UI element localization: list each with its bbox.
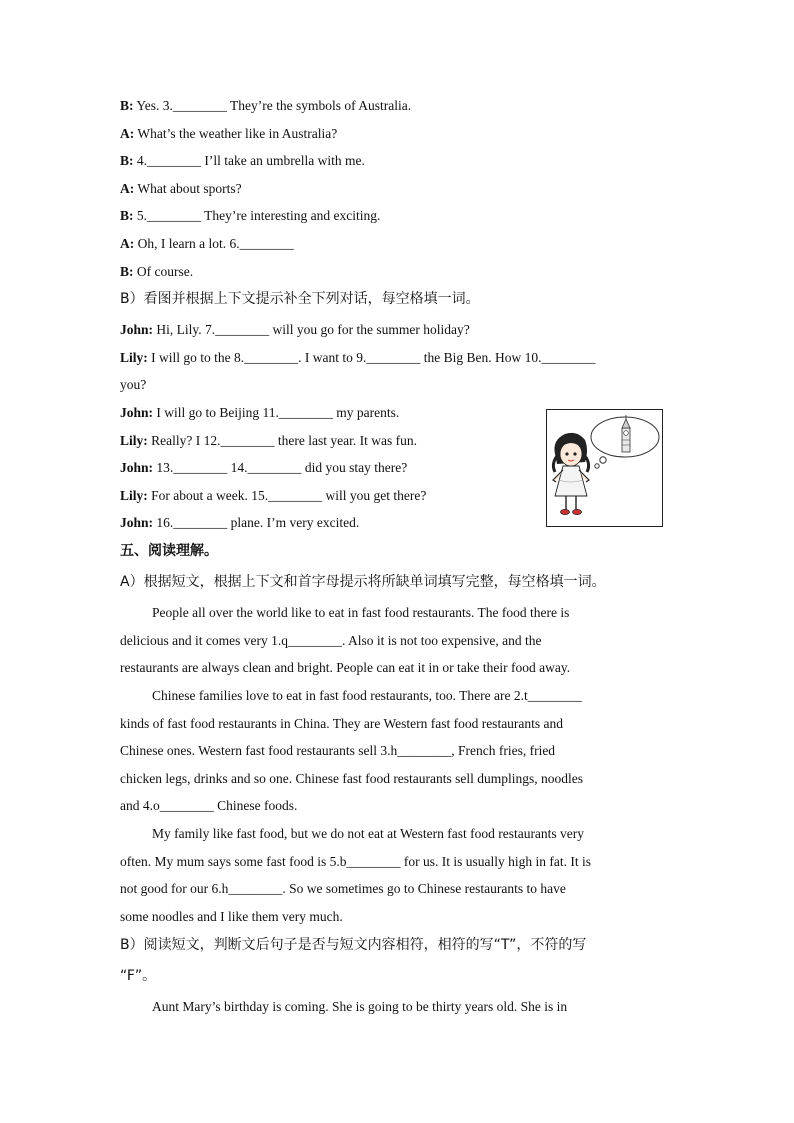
dialogue-text: Oh, I learn a lot. 6.________ — [134, 236, 294, 251]
passage-a-line: restaurants are always clean and bright. People can eat it in or take their food away. — [120, 660, 571, 675]
speaker-label: B: — [120, 153, 134, 168]
speaker-label: A: — [120, 181, 135, 196]
speaker-label: John: — [120, 460, 154, 475]
dialogue-line — [120, 432, 417, 450]
dialogue-text: you? — [120, 377, 147, 392]
passage-a-line: People all over the world like to eat in fast food restaurants. The food there is — [152, 605, 570, 620]
dialogue-line — [120, 514, 359, 532]
dialogue-text: Yes. 3.________ They’re the symbols of Australia. — [133, 98, 412, 113]
dialogue-text: Really? I 12.________ there last year. It was fun. — [147, 433, 417, 448]
speaker-label: John: — [120, 322, 154, 337]
speaker-label: B: — [120, 264, 134, 279]
dialogue-line — [120, 180, 242, 198]
passage-a-line: often. My mum says some fast food is 5.b________ for us. It is usually high in fat. It is — [120, 854, 591, 869]
passage-b-line: Aunt Mary’s birthday is coming. She is going to be thirty years old. She is in — [152, 999, 568, 1014]
part-a-instruction: A）根据短文，根据上下文和首字母提示将所缺单词填写完整，每空格填一词。 — [120, 574, 606, 590]
dialogue-text: What about sports? — [134, 181, 242, 196]
passage-a-line: Chinese ones. Western fast food restaurants sell 3.h________, French fries, fried — [120, 743, 556, 758]
speaker-label: John: — [120, 405, 154, 420]
passage-a-line: not good for our 6.h________. So we sometimes go to Chinese restaurants to have — [120, 881, 566, 896]
section-b-instruction: B）看图并根据上下文提示补全下列对话，每空格填一词。 — [120, 291, 480, 307]
dialogue-line — [120, 321, 470, 339]
girl-thinking-of-big-ben-illustration — [546, 409, 663, 527]
girl-figure — [553, 433, 589, 515]
speaker-label: A: — [120, 236, 135, 251]
dialogue-line — [120, 487, 426, 505]
dialogue-line — [120, 152, 365, 170]
dialogue-line — [120, 376, 146, 394]
dialogue-line — [120, 263, 193, 281]
speaker-label: Lily: — [120, 488, 148, 503]
passage-a-line: some noodles and I like them very much. — [120, 909, 343, 924]
dialogue-text: For about a week. 15.________ will you get there? — [147, 488, 427, 503]
section-5-heading: 五、阅读理解。 — [120, 543, 218, 559]
passage-a-line: kinds of fast food restaurants in China. They are Western fast food restaurants and — [120, 716, 564, 731]
passage-a-line: and 4.o________ Chinese foods. — [120, 798, 298, 813]
dialogue-text: 5.________ They’re interesting and exciting. — [133, 208, 381, 223]
dialogue-text: Of course. — [133, 264, 194, 279]
dialogue-line — [120, 349, 596, 367]
passage-a-line: chicken legs, drinks and so one. Chinese fast food restaurants sell dumplings, noodles — [120, 771, 584, 786]
dialogue-text: I will go to Beijing 11.________ my parents. — [153, 405, 400, 420]
girl-illustration-svg — [547, 410, 661, 525]
dialogue-line — [120, 235, 294, 253]
passage-a-line: Chinese families love to eat in fast food restaurants, too. There are 2.t________ — [152, 688, 582, 703]
part-b-instruction-line-2: “F”。 — [120, 968, 157, 984]
dialogue-text: 4.________ I’ll take an umbrella with me. — [133, 153, 365, 168]
dialogue-line — [120, 125, 337, 143]
dialogue-text: 13.________ 14.________ did you stay there? — [153, 460, 408, 475]
dialogue-text: What’s the weather like in Australia? — [134, 126, 338, 141]
speaker-label: Lily: — [120, 350, 148, 365]
dialogue-text: I will go to the 8.________. I want to 9.________ the Big Ben. How 10.________ — [147, 350, 596, 365]
dialogue-line — [120, 404, 399, 422]
passage-a-line: My family like fast food, but we do not eat at Western fast food restaurants very — [152, 826, 585, 841]
dialogue-text: 16.________ plane. I’m very excited. — [153, 515, 360, 530]
dialogue-line — [120, 207, 380, 225]
speaker-label: B: — [120, 98, 134, 113]
speaker-label: B: — [120, 208, 134, 223]
speaker-label: Lily: — [120, 433, 148, 448]
dialogue-text: Hi, Lily. 7.________ will you go for the summer holiday? — [153, 322, 470, 337]
passage-a-line: delicious and it comes very 1.q________. Also it is not too expensive, and the — [120, 633, 542, 648]
speaker-label: John: — [120, 515, 154, 530]
part-b-instruction-line-1: B）阅读短文，判断文后句子是否与短文内容相符，相符的写“T”，不符的写 — [120, 937, 587, 953]
speaker-label: A: — [120, 126, 135, 141]
dialogue-line — [120, 97, 411, 115]
dialogue-line — [120, 459, 407, 477]
